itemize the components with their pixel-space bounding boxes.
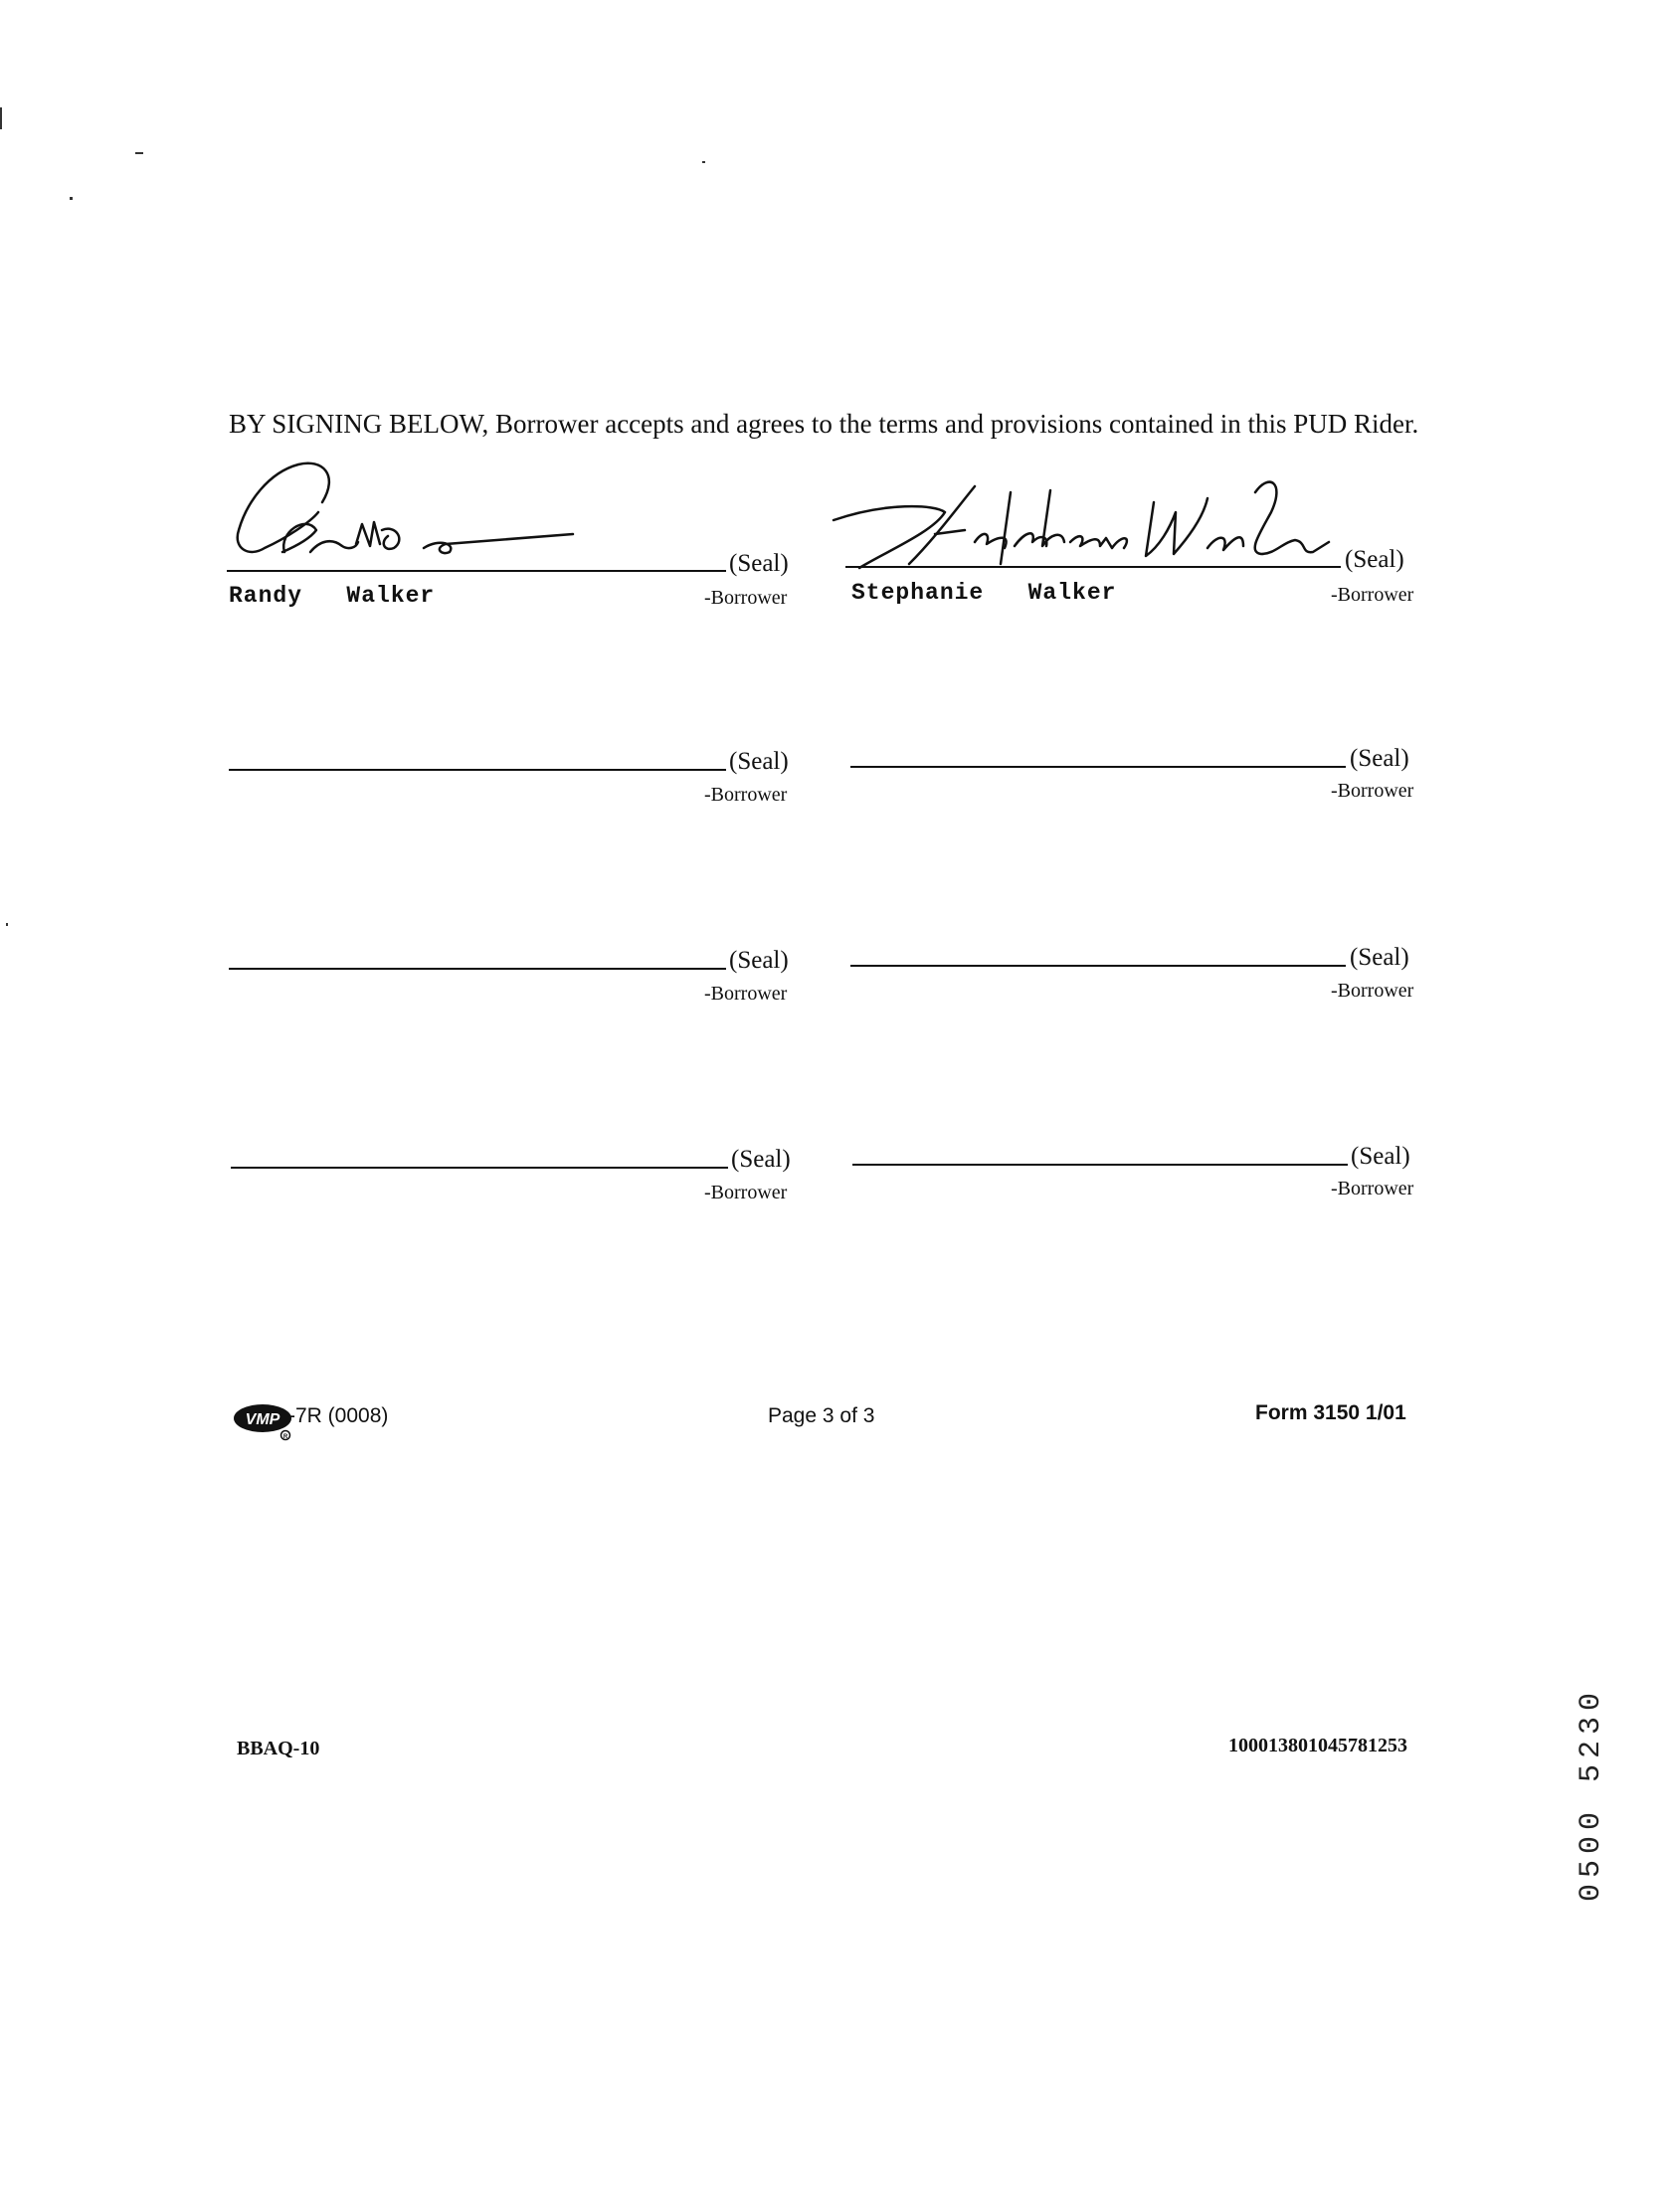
seal-label-2: (Seal): [1345, 546, 1404, 573]
doc-code: BBAQ-10: [237, 1738, 320, 1759]
side-stamp-text: 0500 5230: [1575, 1686, 1608, 1902]
borrower-role-3: -Borrower: [704, 784, 788, 806]
form-code: -7R (0008): [288, 1404, 389, 1427]
signature-line-3: [229, 769, 726, 771]
signature-line-1: [227, 570, 726, 572]
vmp-logo-text: VMP: [245, 1411, 280, 1428]
side-stamp: [1572, 1567, 1611, 1905]
svg-text:R: R: [282, 1434, 288, 1440]
borrower-name-1: Randy Walker: [229, 583, 436, 609]
borrower-role-2: -Borrower: [1331, 584, 1414, 606]
signature-line-6: [850, 965, 1346, 967]
borrower-role-6: -Borrower: [1331, 980, 1414, 1002]
seal-label-1: (Seal): [729, 550, 789, 577]
seal-label-5: (Seal): [729, 947, 789, 974]
borrower-role-4: -Borrower: [1331, 780, 1414, 802]
borrower-role-5: -Borrower: [704, 983, 788, 1005]
form-number: Form 3150 1/01: [1255, 1401, 1406, 1424]
vmp-logo-icon: [233, 1402, 296, 1442]
signature-line-7: [231, 1167, 728, 1169]
seal-label-3: (Seal): [729, 748, 789, 775]
borrower-name-2: Stephanie Walker: [851, 580, 1117, 606]
signature-line-2: [845, 566, 1341, 568]
borrower-role-1: -Borrower: [704, 587, 788, 609]
loan-number: 100013801045781253: [1228, 1735, 1407, 1756]
signature-line-4: [850, 766, 1346, 768]
randy-walker-signature: [225, 453, 593, 572]
seal-label-8: (Seal): [1351, 1143, 1410, 1170]
borrower-role-7: -Borrower: [704, 1182, 788, 1203]
borrower-role-8: -Borrower: [1331, 1178, 1414, 1199]
page-number: Page 3 of 3: [768, 1404, 875, 1427]
seal-label-7: (Seal): [731, 1146, 791, 1173]
agreement-text: BY SIGNING BELOW, Borrower accepts and agrees to the terms and provisions contained in this PUD Rider.: [229, 409, 1419, 439]
vmp-logo: [233, 1402, 296, 1442]
signature-line-8: [852, 1164, 1348, 1166]
signature-line-5: [229, 968, 726, 970]
seal-label-4: (Seal): [1350, 745, 1409, 772]
seal-label-6: (Seal): [1350, 944, 1409, 971]
